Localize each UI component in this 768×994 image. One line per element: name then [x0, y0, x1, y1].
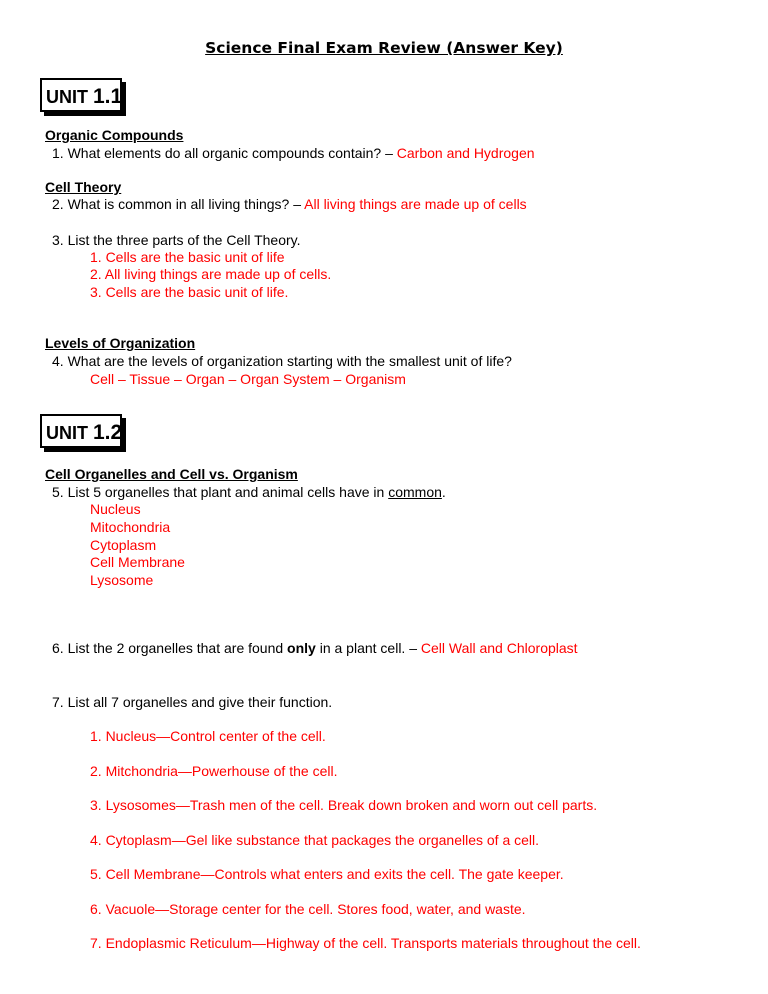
question-7: 7. List all 7 organelles and give their function. — [52, 694, 333, 710]
answer-7-6: 6. Vacuole—Storage center for the cell. Stores food, water, and waste. — [90, 901, 526, 917]
question-1: 1. What elements do all organic compounds contain? – Carbon and Hydrogen — [52, 145, 535, 161]
answer-5-4: Cell Membrane — [90, 554, 185, 570]
question-6: 6. List the 2 organelles that are found only in a plant cell. – Cell Wall and Chloroplast — [52, 640, 578, 656]
answer-5-3: Cytoplasm — [90, 537, 157, 553]
unit-1-2-box — [40, 414, 122, 448]
answer-7-5: 5. Cell Membrane—Controls what enters and exits the cell. The gate keeper. — [90, 866, 564, 882]
answer-5-1: Nucleus — [90, 501, 141, 517]
answer-7-7: 7. Endoplasmic Reticulum—Highway of the cell. Transports materials throughout the cell. — [90, 935, 641, 951]
answer-7-2: 2. Mitchondria—Powerhouse of the cell. — [90, 763, 338, 779]
page-title: Science Final Exam Review (Answer Key) — [205, 39, 563, 57]
answer-3-3: 3. Cells are the basic unit of life. — [90, 284, 289, 300]
unit-1-1-label: UNIT 1.1 — [46, 85, 123, 108]
answer-5-5: Lysosome — [90, 572, 154, 588]
question-2: 2. What is common in all living things? – All living things are made up of cells — [52, 196, 527, 212]
section-organic-compounds: Organic Compounds — [45, 127, 184, 143]
answer-4: Cell – Tissue – Organ – Organ System – Organism — [90, 371, 406, 387]
answer-7-4: 4. Cytoplasm—Gel like substance that packages the organelles of a cell. — [90, 832, 540, 848]
answer-6: Cell Wall and Chloroplast — [420, 640, 578, 656]
answer-3-1: 1. Cells are the basic unit of life — [90, 249, 285, 265]
answer-2: All living things are made up of cells — [304, 196, 527, 212]
unit-1-1-box — [40, 78, 122, 112]
section-levels-of-organization: Levels of Organization — [45, 335, 196, 351]
answer-7-1: 1. Nucleus—Control center of the cell. — [90, 728, 326, 744]
question-3: 3. List the three parts of the Cell Theory. — [52, 232, 301, 248]
answer-5-2: Mitochondria — [90, 519, 171, 535]
question-5: 5. List 5 organelles that plant and animal cells have in common. — [52, 484, 446, 500]
question-4: 4. What are the levels of organization starting with the smallest unit of life? — [52, 353, 512, 369]
section-cell-organelles: Cell Organelles and Cell vs. Organism — [45, 466, 298, 482]
unit-1-2-label: UNIT 1.2 — [46, 421, 123, 444]
answer-3-2: 2. All living things are made up of cells. — [90, 266, 332, 282]
section-cell-theory: Cell Theory — [45, 179, 122, 195]
answer-1: Carbon and Hydrogen — [396, 145, 535, 161]
answer-7-3: 3. Lysosomes—Trash men of the cell. Break down broken and worn out cell parts. — [90, 797, 598, 813]
